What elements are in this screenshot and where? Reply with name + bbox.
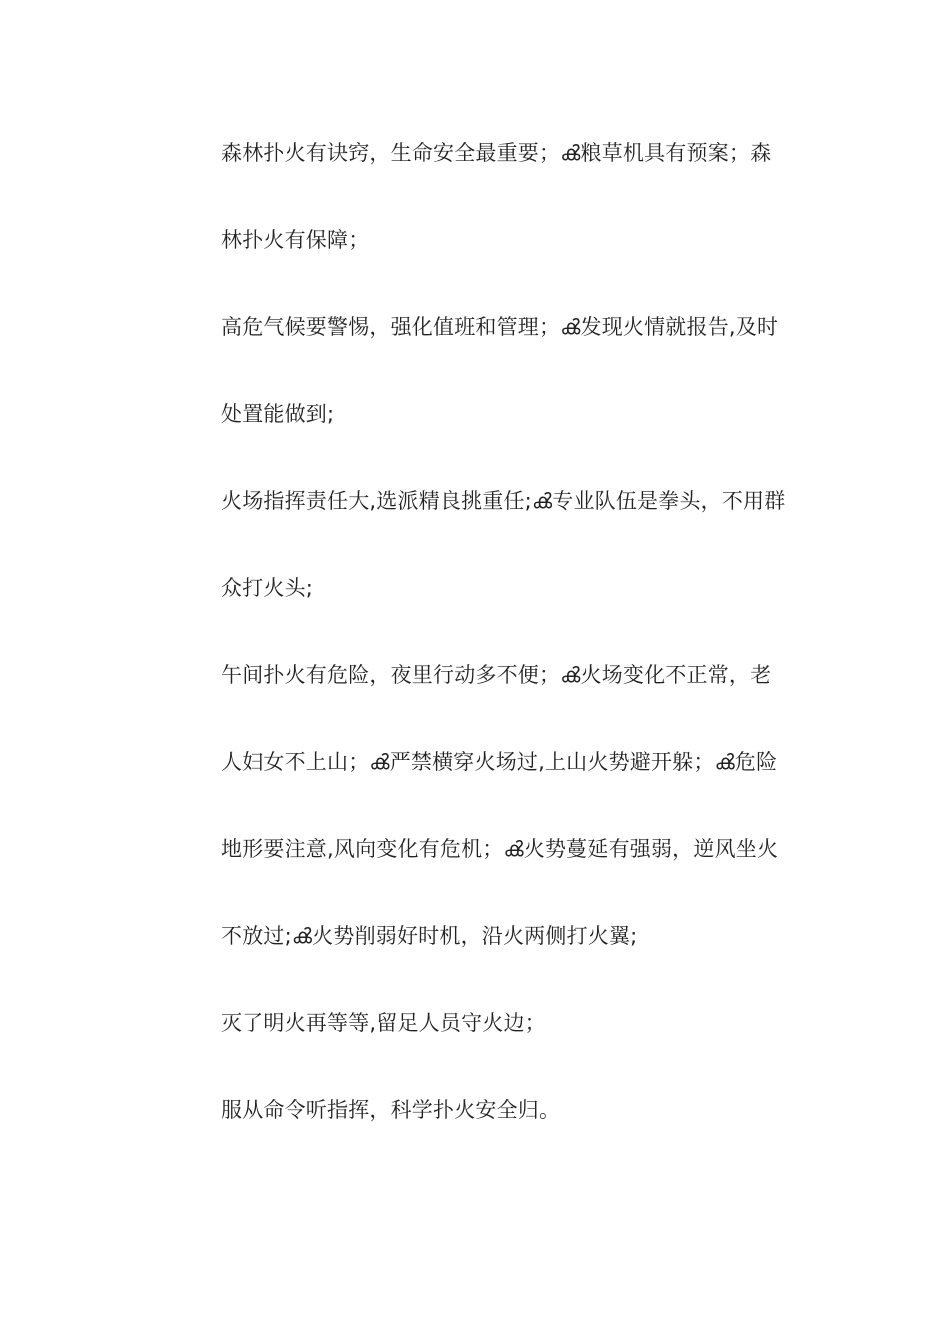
text-line: 高危气候要警惕，强化值班和管理；ൿ发现火情就报告,及时: [221, 315, 779, 339]
document-body: [221, 131, 821, 1175]
text-line: 林扑火有保障；: [221, 228, 370, 252]
text-line: 森林扑火有诀窍，生命安全最重要；ൿ粮草机具有预案；森: [221, 141, 772, 165]
text-line: 灭了明火再等等,留足人员守火边；: [221, 1011, 546, 1035]
text-line: 处置能做到;: [221, 402, 335, 426]
text-line: 不放过;ൿ火势削弱好时机，沿火两侧打火翼;: [221, 924, 638, 948]
text-line: 午间扑火有危险，夜里行动多不便；ൿ火场变化不正常，老: [221, 663, 772, 687]
text-line: 火场指挥责任大,选派精良挑重任;ൿ专业队伍是拳头，不用群: [221, 489, 786, 513]
text-line: 人妇女不上山；ൿ严禁横穿火场过,上山火势避开躲；ൿ危险: [221, 750, 778, 774]
text-line: 服从命令听指挥，科学扑火安全归。: [221, 1098, 561, 1122]
text-line: 众打火头;: [221, 576, 314, 600]
text-line: 地形要注意,风向变化有危机；ൿ火势蔓延有强弱，逆风坐火: [221, 837, 779, 861]
